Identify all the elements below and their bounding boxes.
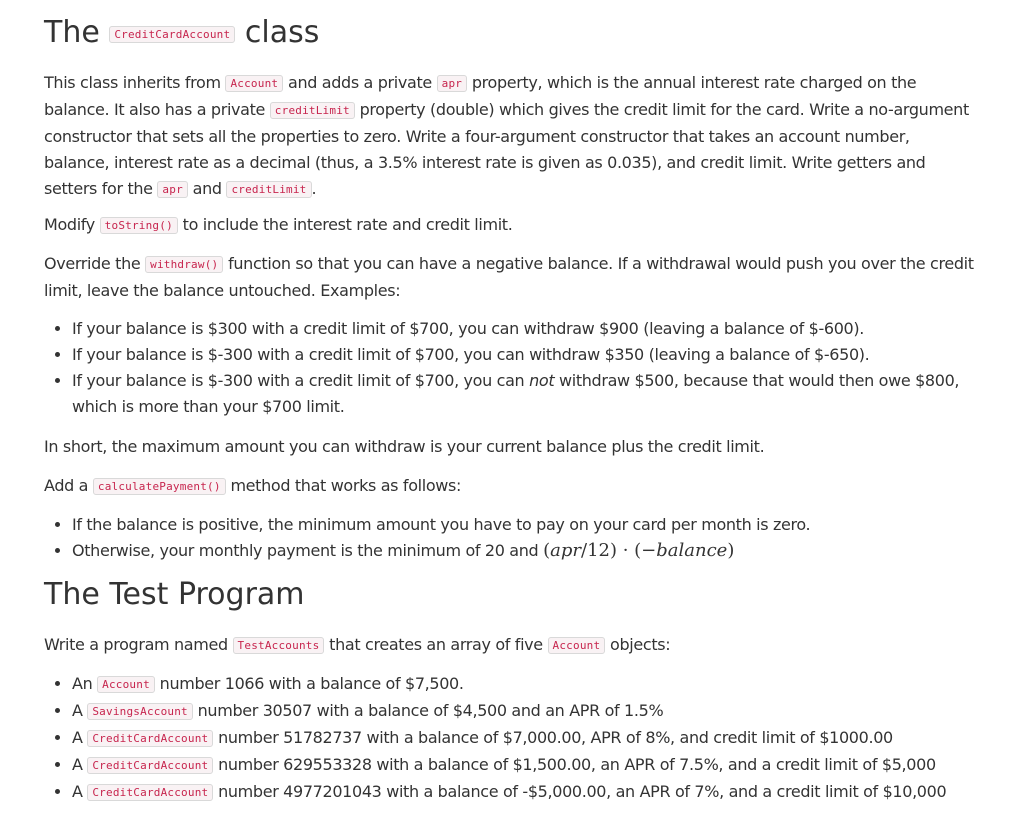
code-creditlimit: creditLimit [270, 102, 355, 119]
account-objects-list [44, 671, 974, 806]
code-calculatepayment: calculatePayment() [93, 478, 226, 495]
code-withdraw: withdraw() [145, 256, 223, 273]
max-withdraw-paragraph: In short, the maximum amount you can withdraw is your current balance plus the credit limit. [44, 437, 765, 456]
list-item: • If the balance is positive, the minimum amount you have to pay on your card per month is zero. [72, 512, 974, 538]
list-item: • Otherwise, your monthly payment is the minimum of 20 and (apr/12) · (−balance) [72, 538, 974, 564]
code-apr: apr [157, 181, 187, 198]
list-item: • If your balance is $-300 with a credit limit of $700, you can not withdraw $500, because that would then owe $800, which is more than your $700 limit. [72, 368, 974, 420]
code-testaccounts: TestAccounts [233, 637, 325, 654]
list-item: • A CreditCardAccount number 629553328 with a balance of $1,500.00, an APR of 7.5%, and a credit limit of $5,000 [72, 752, 974, 779]
list-item: • If your balance is $-300 with a credit limit of $700, you can withdraw $350 (leaving a balance of $-650). [72, 342, 974, 368]
list-item: • If your balance is $300 with a credit limit of $700, you can withdraw $900 (leaving a balance of $-600). [72, 316, 974, 342]
code-account: Account [225, 75, 283, 92]
test-program-paragraph: Write a program named TestAccounts that creates an array of five Account objects: [44, 635, 671, 654]
code-account: Account [548, 637, 606, 654]
class-heading: The CreditCardAccount class [44, 15, 320, 50]
code-apr: apr [437, 75, 467, 92]
payment-formula: (apr/12) · (−balance) [543, 540, 735, 561]
code-creditlimit: creditLimit [226, 181, 311, 198]
list-item: • A CreditCardAccount number 51782737 with a balance of $7,000.00, APR of 8%, and credit limit of $1000.00 [72, 725, 974, 752]
payment-rules [44, 512, 974, 564]
code-class: CreditCardAccount [87, 784, 213, 801]
list-item: • A SavingsAccount number 30507 with a balance of $4,500 and an APR of 1.5% [72, 698, 974, 725]
class-name-code: CreditCardAccount [109, 26, 235, 43]
withdraw-examples [44, 316, 974, 420]
code-class: CreditCardAccount [87, 757, 213, 774]
class-description: This class inherits from Account and adds a private apr property, which is the annual interest rate charged on the balance. It also has a private creditLimit property (double) which gives the credit limit for the card. Write a no-argument constructor that sets all the properties to zero. Write a four-argument constructor that takes an account number, balance, interest rate as a decimal (thus, a 3.5% interest rate is given as 0.035), and credit limit. Write getters and setters for the apr and creditLimit . [44, 73, 969, 198]
calculate-payment-paragraph: Add a calculatePayment() method that works as follows: [44, 476, 462, 495]
code-class: CreditCardAccount [87, 730, 213, 747]
list-item: • An Account number 1066 with a balance of $7,500. [72, 671, 974, 698]
withdraw-paragraph: Override the withdraw() function so that you can have a negative balance. If a withdrawal would push you over the credit limit, leave the balance untouched. Examples: [44, 254, 974, 300]
tostring-paragraph: Modify toString() to include the interest rate and credit limit. [44, 215, 513, 234]
code-class: SavingsAccount [87, 703, 193, 720]
list-item: • A CreditCardAccount number 4977201043 with a balance of -$5,000.00, an APR of 7%, and a credit limit of $10,000 [72, 779, 974, 806]
test-program-heading: The Test Program [44, 577, 305, 612]
code-class: Account [97, 676, 155, 693]
code-tostring: toString() [100, 217, 178, 234]
